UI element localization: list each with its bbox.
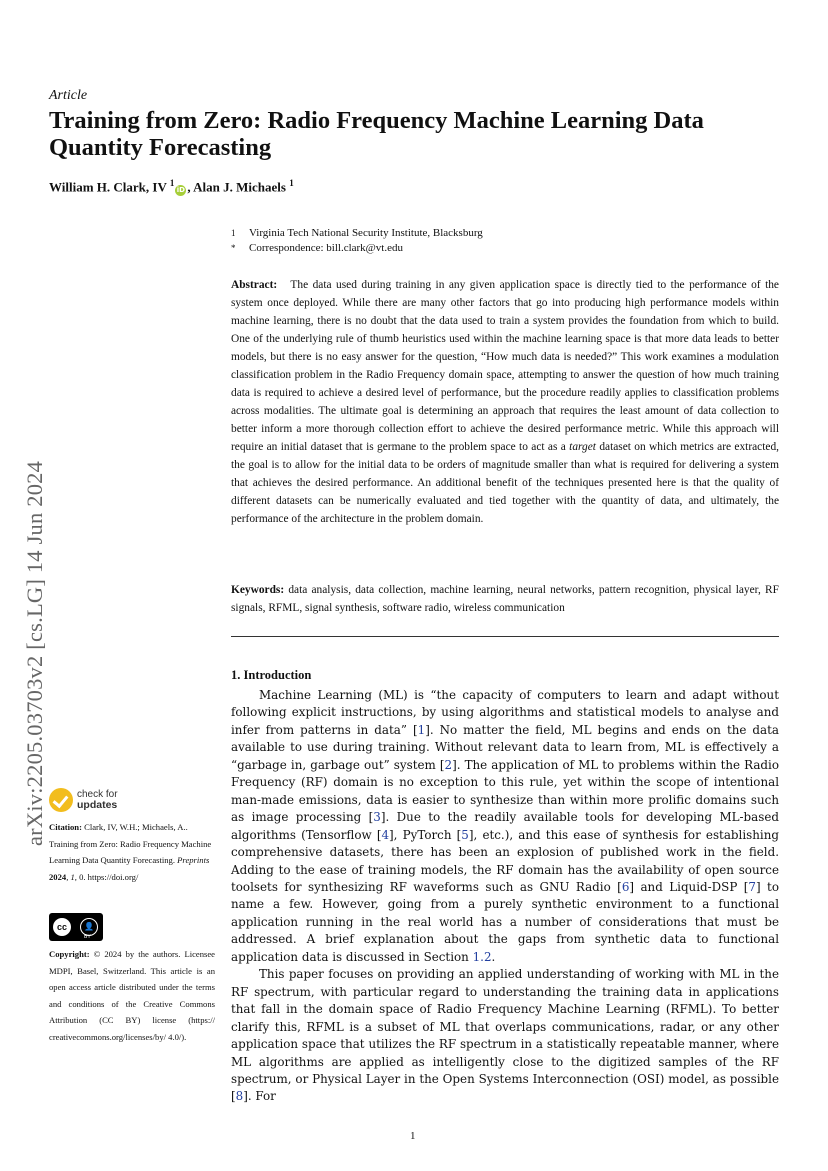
checkmark-icon [49,788,73,812]
copyright-block [49,946,215,1045]
affiliation-row [231,226,483,241]
cc-license-badge[interactable] [49,913,103,941]
citation-journal: Preprints [177,855,210,865]
citation-doi[interactable]: , 0. https://doi.org/ [74,871,139,882]
section-divider [231,636,779,637]
citation-link[interactable]: 1 [417,722,426,737]
correspondence-mark: * [231,243,236,253]
check-line: updates [77,799,118,811]
affiliation-mark: 1 [169,178,175,188]
citation-link[interactable]: 6 [621,879,630,894]
article-type-label: Article [49,88,88,103]
affiliation-text: Virginia Tech National Security Institute, Blacksburg [249,227,483,239]
text-run: Machine Learning (ML) is “the capacity of computers to learn and adapt without following explicit instructions, by using algorithms and statistical models to analyse and infer from patterns in data” [ [231,688,779,737]
by-label: BY [84,934,91,940]
orcid-icon[interactable]: iD [176,186,185,195]
section-heading: 1. Introduction [231,668,312,682]
citation-volume: 1 [70,871,75,882]
citation-text: Clark, IV, W.H.; Michaels, A.. Training from Zero: Radio Frequency Machine Learning Data Quantity Forecasting. [49,822,212,865]
citation-link[interactable]: 7 [748,879,756,894]
abstract-italic: target [569,441,596,453]
attribution-icon: 👤 [80,918,98,936]
creative-commons-icon: cc [53,918,71,936]
page-number: 1 [410,1130,416,1142]
text-run: This paper focuses on providing an applied understanding of working with ML in the RF spectrum, with particular regard to understanding the training data in applications that fall in the domain space of Radio Frequency Machine Learning (RFML). To better clarify this, RFML is a subset of ML that overlaps communications, radar, or any other application space that utilizes the RF spectrum in a statistically repeatable manner, where ML algorithms are applied as intelligently close to the digitized samples of the RF spectrum, or Physical Layer in the Open Systems Interconnection (OSI) model, as possible [ [231,967,779,1104]
text-run: ], etc.), and this ease of synthesis for establishing comprehensive datasets, there has been an explosion of published work in the field. Adding to the ease of training models, the RF domain has the availability of open source toolsets for synthesizing RF waveforms such as GNU Radio [ [231,827,779,894]
citation-label: Citation: [49,822,82,832]
abstract-text: dataset on which metrics are extracted, the goal is to allow for the initial data to be orders of magnitude smaller than what is required for delivering a system that achieves the desired performance. An additional benefit of the techniques presented here is that the quality of different datasets can be numerically evaluated and tied together with the quantity of data, and ultimately, the performance of the architecture in the problem domain. [231,441,779,525]
copyright-label: Copyright: [49,949,90,959]
paragraph [231,687,779,966]
citation-link[interactable]: 2 [444,757,453,772]
check-for-updates-label [77,789,118,811]
keywords-text: data analysis, data collection, machine learning, neural networks, pattern recognition, physical layer, RF signals, RFML, signal synthesis, software radio, wireless communication [231,584,779,614]
paragraph [231,966,779,1106]
section-link[interactable]: 1.2 [472,949,492,964]
text-run: ]. For [243,1089,276,1104]
affiliation-mark: 1 [231,228,236,238]
check-for-updates-badge[interactable] [49,788,118,812]
affiliation-mark: 1 [289,178,294,188]
text-run: ] to name a few. However, going from a purely synthetic environment to a functional application running in the real world has a number of considerations that must be addressed. A brief explanation about the gaps from synthetic data to functional application data is discussed in Section [231,879,779,964]
body-text [231,687,779,1106]
correspondence-text[interactable]: Correspondence: bill.clark@vt.edu [249,242,403,254]
citation-link[interactable]: 4 [381,827,390,842]
text-run: ]. The application of ML to problems within the Radio Frequency (RF) domain is no exception to this rule, yet within the scope of intentional man-made emissions, data is easier to synthesize than within more prolific domains such as image processing [ [231,757,780,825]
abstract-text: The data used during training in any given application space is directly tied to the performance of the system once deployed. While there are many other factors that go into producing high performance models within machine learning, there is no doubt that the data used to train a system provides the foundation from which to build. One of the underlying rule of thumb heuristics used within the machine learning space is that more data leads to better models, but there is no easy answer for the question, “How much data is needed?” This work examines a modulation classification problem in the Radio Frequency domain space, attempting to answer the question of how much training data is required to achieve a desired level of performance, but the procedure readily applies to classification problems across modalities. The ultimate goal is determining an approach that requires the least amount of data collection to better inform a more thorough collection effort to achieve the desired performance metric. While this approach will require an initial dataset that is germane to the problem space to act as a [231,279,779,453]
author-name[interactable]: , Alan J. Michaels [187,179,286,195]
text-run: ], PyTorch [ [389,827,462,842]
text-run: ] and Liquid-DSP [ [629,879,749,894]
abstract-label: Abstract: [231,279,278,291]
citation-year: 2024 [49,871,67,882]
text-run: . [491,949,496,964]
affiliations [231,226,483,256]
author-name[interactable]: William H. Clark, IV [49,179,167,195]
keywords [231,581,779,617]
text-run: ]. Due to the readily available tools for developing ML-based algorithms (Tensorflow [ [231,810,779,842]
arxiv-identifier: arXiv:2205.03703v2 [cs.LG] 14 Jun 2024 [22,460,47,846]
copyright-text: © 2024 by the authors. Licensee MDPI, Basel, Switzerland. This article is an open access article distributed under the terms and conditions of the Creative Commons Attribution (CC BY) license (https:// creativecommons.org/licenses/by/ 4.0/). [49,949,215,1042]
citation-link[interactable]: 8 [235,1089,244,1104]
affiliation-row [231,241,483,256]
citation-link[interactable]: 5 [461,827,469,842]
citation-link[interactable]: 3 [373,810,381,825]
paper-title: Training from Zero: Radio Frequency Machine Learning Data Quantity Forecasting [49,107,704,161]
citation-block: Citation: Clark, IV, W.H.; Michaels, A.. Training from Zero: Radio Frequency Machine Learning Data Quantity Forecasting. Preprints 2024, 1, 0. https://doi.org/ [49,822,212,882]
abstract [231,276,779,528]
text-run: ]. No matter the field, ML begins and ends on the data available to use during training. Without relevant data to learn from, ML is effectively a “garbage in, garbage out” system [ [231,722,779,772]
keywords-label: Keywords: [231,584,285,596]
check-line: check for [77,789,118,800]
author-list [49,178,294,196]
